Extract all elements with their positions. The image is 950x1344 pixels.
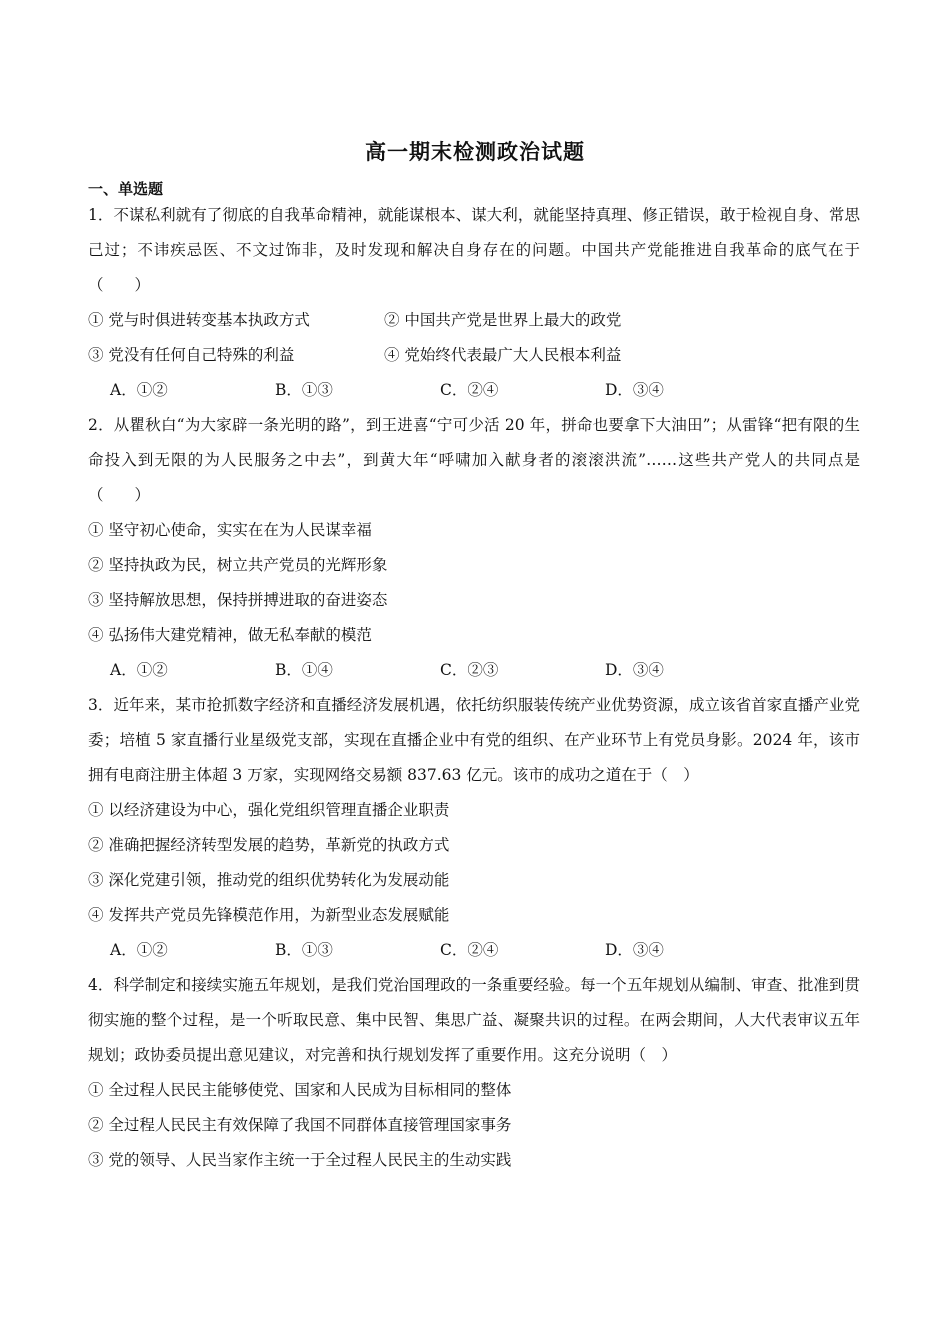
option-3: ③ 党的领导、人民当家作主统一于全过程人民民主的生动实践 [88,1151,512,1169]
option-1: ① 全过程人民民主能够使党、国家和人民成为目标相同的整体 [88,1081,512,1099]
choice-c: C．②③ [440,661,499,679]
option-3: ③ 党没有任何自己特殊的利益 [88,346,295,364]
question-stem: 1．不谋私利就有了彻底的自我革命精神，就能谋根本、谋大利，就能坚持真理、修正错误，敢于检视自身、常思己过；不讳疾忌医、不文过饰非，及时发现和解决自身存在的问题。中国共产党能推进自我革命的底气在于（ ） [88,206,860,294]
choice-c: C．②④ [440,381,499,399]
section-heading: 一、单选题 [88,180,164,198]
option-1: ① 党与时俱进转变基本执政方式 [88,311,310,329]
choice-a: A．①② [110,941,168,959]
option-4: ④ 党始终代表最广大人民根本利益 [384,346,622,364]
choice-d: D．③④ [605,381,664,399]
option-1: ① 以经济建设为中心，强化党组织管理直播企业职责 [88,801,450,819]
answer-choices [88,373,860,408]
choice-c: C．②④ [440,941,499,959]
option-4: ④ 弘扬伟大建党精神，做无私奉献的模范 [88,626,372,644]
choice-a: A．①② [110,661,168,679]
choice-d: D．③④ [605,941,664,959]
choice-b: B．①③ [275,941,333,959]
choice-b: B．①③ [275,381,333,399]
option-2: ② 准确把握经济转型发展的趋势，革新党的执政方式 [88,836,450,854]
question-stem: 3．近年来，某市抢抓数字经济和直播经济发展机遇，依托纺织服装传统产业优势资源，成立该省首家直播产业党委；培植 5 家直播行业星级党支部，实现在直播企业中有党的组织、在产业环节上有党员身影。2024 年，该市拥有电商注册主体超 3 万家，实现网络交易额 837.63 亿元。该市的成功之道在于（ ） [88,696,860,784]
answer-choices [88,933,860,968]
choice-b: B．①④ [275,661,333,679]
choice-d: D．③④ [605,661,664,679]
option-3: ③ 坚持解放思想，保持拼搏进取的奋进姿态 [88,591,388,609]
question-1 [88,198,860,408]
option-4: ④ 发挥共产党员先锋模范作用，为新型业态发展赋能 [88,906,450,924]
option-2: ② 全过程人民民主有效保障了我国不同群体直接管理国家事务 [88,1116,512,1134]
option-1: ① 坚守初心使命，实实在在为人民谋幸福 [88,521,372,539]
question-stem: 2．从瞿秋白“为大家辟一条光明的路”，到王进喜“宁可少活 20 年，拼命也要拿下大油田”；从雷锋“把有限的生命投入到无限的为人民服务之中去”，到黄大年“呼啸加入献身者的滚滚洪流”……这些共产党人的共同点是（ ） [88,416,860,504]
answer-choices [88,653,860,688]
question-list [88,198,860,1178]
page-title: 高一期末检测政治试题 [365,139,585,164]
question-2 [88,408,860,688]
question-3 [88,688,860,968]
question-stem: 4．科学制定和接续实施五年规划，是我们党治国理政的一条重要经验。每一个五年规划从编制、审查、批准到贯彻实施的整个过程，是一个听取民意、集中民智、集思广益、凝聚共识的过程。在两会期间，人大代表审议五年规划；政协委员提出意见建议，对完善和执行规划发挥了重要作用。这充分说明（ ） [88,976,860,1064]
option-2: ② 坚持执政为民，树立共产党员的光辉形象 [88,556,388,574]
option-3: ③ 深化党建引领，推动党的组织优势转化为发展动能 [88,871,450,889]
option-2: ② 中国共产党是世界上最大的政党 [384,311,622,329]
question-4 [88,968,860,1178]
choice-a: A．①② [110,381,168,399]
